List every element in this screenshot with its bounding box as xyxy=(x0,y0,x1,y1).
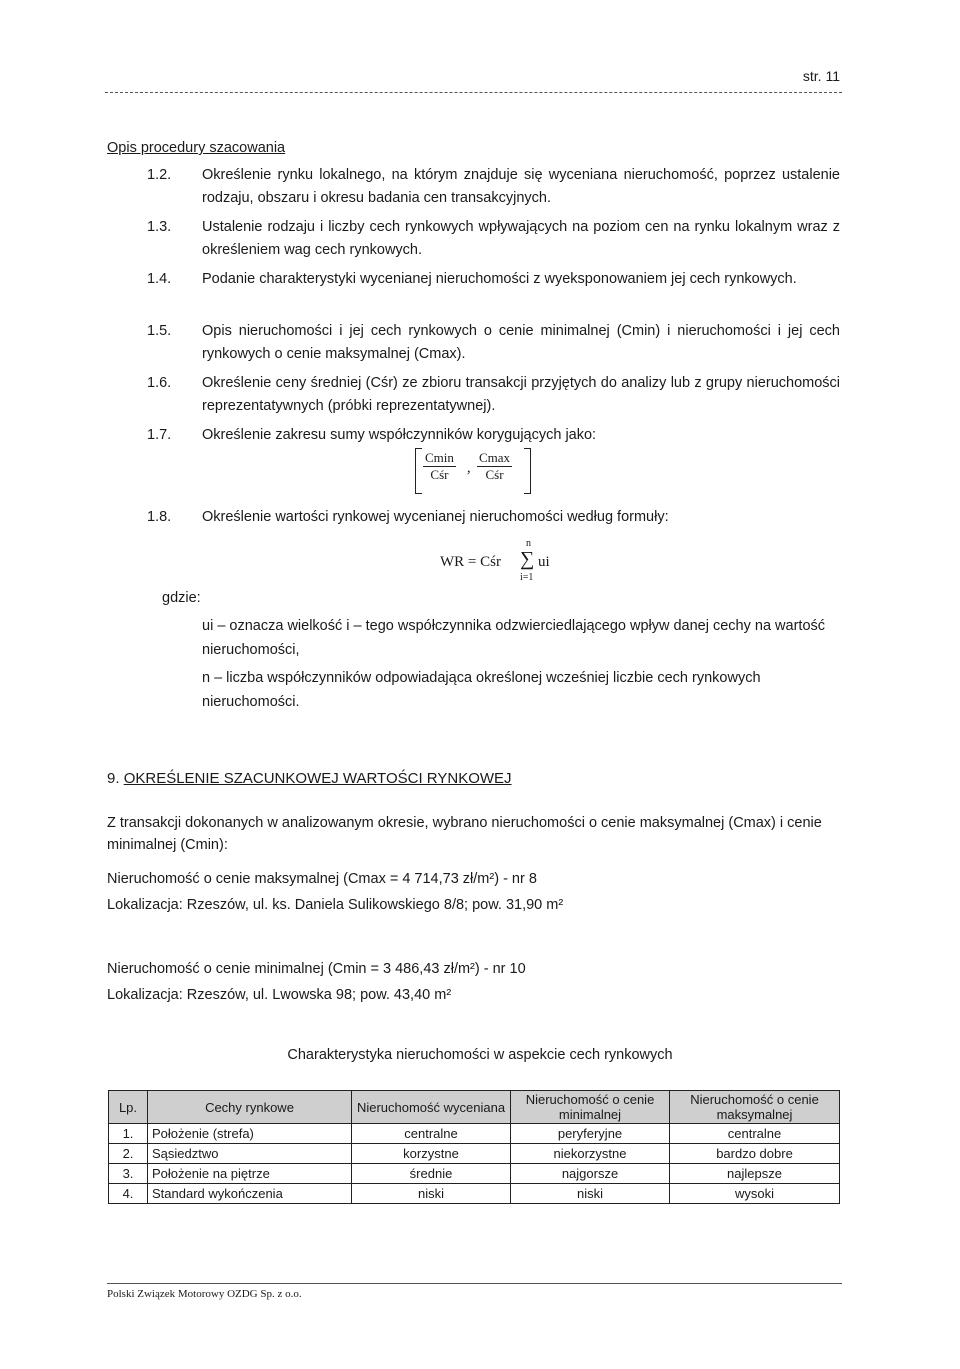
table-row xyxy=(109,1124,840,1144)
table-cell: 4. xyxy=(109,1184,148,1204)
column-header: Nieruchomość wyceniana xyxy=(352,1091,511,1124)
column-header: Lp. xyxy=(109,1091,148,1124)
table-cell: Położenie na piętrze xyxy=(148,1164,352,1184)
item-text: Podanie charakterystyki wycenianej nieruchomości z wyeksponowaniem jej cech rynkowych. xyxy=(202,271,797,287)
footer-company: Polski Związek Motorowy OZDG Sp. z o.o. xyxy=(107,1288,302,1300)
where-definition: ui – oznacza wielkość i – tego współczynnika odzwierciedlającego wpływ danej cechy na wartość nieruchomości, xyxy=(202,618,826,658)
table-cell: Sąsiedztwo xyxy=(148,1144,352,1164)
table-cell: 2. xyxy=(109,1144,148,1164)
table-cell: Położenie (strefa) xyxy=(148,1124,352,1144)
table-cell: bardzo dobre xyxy=(670,1144,840,1164)
item-text: Opis nieruchomości i jej cech rynkowych o cenie minimalnej (Cmin) i nieruchomości i jej cech rynkowych o cenie maksymalnej (Cmax). xyxy=(202,323,840,362)
table-cell: 3. xyxy=(109,1164,148,1184)
table-cell: niski xyxy=(352,1184,511,1204)
item-number: 1.4. xyxy=(147,271,172,287)
procedure-item xyxy=(107,320,840,366)
fraction-denominator: Cśr xyxy=(430,467,449,482)
table-cell: peryferyjne xyxy=(511,1124,670,1144)
table-header-row xyxy=(109,1091,840,1124)
item-text: Określenie rynku lokalnego, na którym znajduje się wyceniana nieruchomość, poprzez ustalenie rodzaju, obszaru i okresu badania cen transakcyjnych. xyxy=(202,167,840,206)
procedure-title: Opis procedury szacowania xyxy=(107,140,286,156)
item-number: 1.6. xyxy=(147,375,172,391)
sum-term: ui xyxy=(538,554,550,570)
left-bracket xyxy=(415,448,422,494)
fraction-max xyxy=(477,450,512,483)
where-label: gdzie: xyxy=(162,590,201,606)
market-value-formula xyxy=(440,538,580,588)
fraction-min xyxy=(423,450,456,483)
where-definition: n – liczba współczynników odpowiadająca określonej wcześniej liczbie cech rynkowych nieruchomości. xyxy=(202,670,761,710)
max-price-location: Lokalizacja: Rzeszów, ul. ks. Daniela Sulikowskiego 8/8; pow. 31,90 m² xyxy=(107,897,564,913)
table-cell: korzystne xyxy=(352,1144,511,1164)
page-number: str. 11 xyxy=(802,68,840,84)
column-header: Cechy rynkowe xyxy=(148,1091,352,1124)
fraction-numerator: Cmax xyxy=(479,450,511,465)
item-number: 1.8. xyxy=(147,509,172,525)
item-number: 1.2. xyxy=(147,167,172,183)
table-cell: niski xyxy=(511,1184,670,1204)
max-price-property: Nieruchomość o cenie maksymalnej (Cmax = 4 714,73 zł/m²) - nr 8 xyxy=(107,871,537,887)
table-cell: najgorsze xyxy=(511,1164,670,1184)
item-number: 1.3. xyxy=(147,219,172,235)
item-text: Określenie wartości rynkowej wycenianej nieruchomości według formuły: xyxy=(202,509,669,525)
sum-upper-limit: n xyxy=(526,538,531,549)
footer-rule xyxy=(107,1283,842,1284)
table-cell: najlepsze xyxy=(670,1164,840,1184)
coefficient-range-formula xyxy=(413,448,533,494)
column-header: Nieruchomość o cenie minimalnej xyxy=(511,1091,670,1124)
table-row xyxy=(109,1164,840,1184)
table-cell: centralne xyxy=(352,1124,511,1144)
table-cell: Standard wykończenia xyxy=(148,1184,352,1204)
fraction-denominator: Cśr xyxy=(485,467,504,482)
item-text: Ustalenie rodzaju i liczby cech rynkowych wpływających na poziom cen na rynku lokalnym wraz z określeniem wag cech rynkowych. xyxy=(202,219,840,258)
header-rule xyxy=(105,92,842,93)
item-number: 1.5. xyxy=(147,323,172,339)
section-title xyxy=(107,770,512,787)
fraction-numerator: Cmin xyxy=(425,450,454,465)
table-cell: 1. xyxy=(109,1124,148,1144)
sum-icon: ∑ xyxy=(520,548,535,570)
item-text: Określenie zakresu sumy współczynników korygujących jako: xyxy=(202,427,597,443)
min-price-location: Lokalizacja: Rzeszów, ul. Lwowska 98; pow. 43,40 m² xyxy=(107,987,452,1003)
comma: , xyxy=(467,460,471,476)
table-row xyxy=(109,1144,840,1164)
sum-lower-limit: i=1 xyxy=(520,572,534,583)
procedure-item xyxy=(107,268,840,314)
table-row xyxy=(109,1184,840,1204)
table-cell: wysoki xyxy=(670,1184,840,1204)
table-cell: średnie xyxy=(352,1164,511,1184)
procedure-item xyxy=(107,506,840,529)
min-price-property: Nieruchomość o cenie minimalnej (Cmin = 3 486,43 zł/m²) - nr 10 xyxy=(107,961,526,977)
section-intro: Z transakcji dokonanych w analizowanym okresie, wybrano nieruchomości o cenie maksymalnej (Cmax) i cenie minimalnej (Cmin): xyxy=(107,815,822,853)
formula-lhs: WR = Cśr xyxy=(440,554,501,570)
right-bracket xyxy=(524,448,531,494)
table-cell: niekorzystne xyxy=(511,1144,670,1164)
section-heading: OKREŚLENIE SZACUNKOWEJ WARTOŚCI RYNKOWEJ xyxy=(123,770,512,787)
procedure-item xyxy=(107,424,840,447)
item-text: Określenie ceny średniej (Cśr) ze zbioru transakcji przyjętych do analizy lub z grupy nieruchomości reprezentatywnych (próbki reprezentatywnej). xyxy=(202,375,840,414)
table-caption: Charakterystyka nieruchomości w aspekcie cech rynkowych xyxy=(287,1047,673,1063)
section-number: 9. xyxy=(107,770,120,787)
market-features-table xyxy=(108,1090,840,1204)
procedure-item xyxy=(107,164,840,210)
table-cell: centralne xyxy=(670,1124,840,1144)
procedure-item xyxy=(107,372,840,418)
procedure-item xyxy=(107,216,840,262)
item-number: 1.7. xyxy=(147,427,172,443)
column-header: Nieruchomość o cenie maksymalnej xyxy=(670,1091,840,1124)
